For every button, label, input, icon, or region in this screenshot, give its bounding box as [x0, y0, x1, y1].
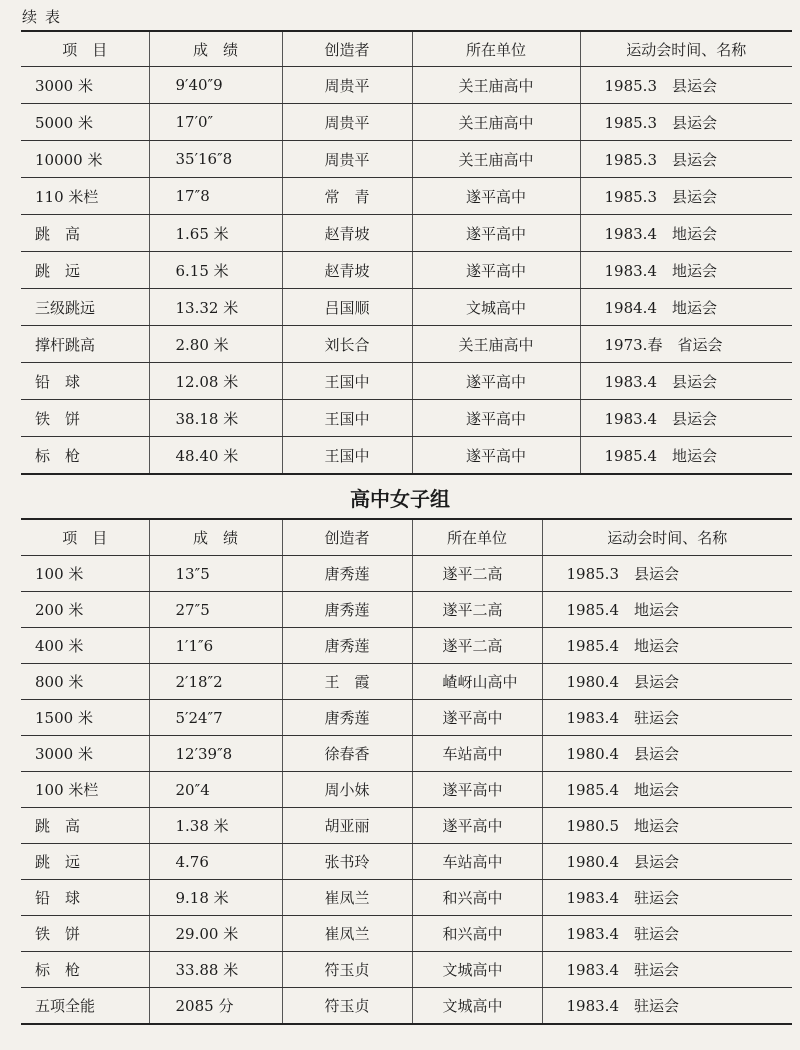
result-cell: 12′39″8 [149, 736, 282, 772]
result-cell: 13″5 [149, 556, 282, 592]
meet-cell: 1985.3 县运会 [580, 141, 792, 178]
result-cell: 29.00 米 [149, 916, 282, 952]
table-row [21, 844, 792, 880]
event-cell: 铅 球 [21, 880, 149, 916]
meet-cell: 1983.4 驻运会 [542, 880, 792, 916]
event-cell: 110 米栏 [21, 178, 149, 215]
school-cell: 和兴高中 [412, 916, 542, 952]
meet-cell: 1985.3 县运会 [580, 67, 792, 104]
meet-cell: 1985.3 县运会 [580, 104, 792, 141]
meet-cell: 1980.5 地运会 [542, 808, 792, 844]
athlete-cell: 刘长合 [282, 326, 412, 363]
column-header: 运动会时间、名称 [542, 519, 792, 556]
event-cell: 3000 米 [21, 67, 149, 104]
school-cell: 遂平高中 [412, 772, 542, 808]
event-cell: 100 米 [21, 556, 149, 592]
table-row [21, 289, 792, 326]
athlete-cell: 王国中 [282, 437, 412, 475]
result-cell: 2.80 米 [149, 326, 282, 363]
meet-cell: 1980.4 县运会 [542, 844, 792, 880]
event-cell: 三级跳远 [21, 289, 149, 326]
school-cell: 嵖岈山高中 [412, 664, 542, 700]
athlete-cell: 胡亚丽 [282, 808, 412, 844]
result-cell: 4.76 [149, 844, 282, 880]
meet-cell: 1983.4 驻运会 [542, 952, 792, 988]
athlete-cell: 赵青坡 [282, 215, 412, 252]
athlete-cell: 唐秀莲 [282, 700, 412, 736]
event-cell: 铅 球 [21, 363, 149, 400]
table-row [21, 326, 792, 363]
table-row [21, 880, 792, 916]
meet-cell: 1983.4 驻运会 [542, 700, 792, 736]
meet-cell: 1985.3 县运会 [542, 556, 792, 592]
table-row [21, 556, 792, 592]
table-row [21, 252, 792, 289]
table-row [21, 952, 792, 988]
athlete-cell: 唐秀莲 [282, 628, 412, 664]
result-cell: 33.88 米 [149, 952, 282, 988]
event-cell: 铁 饼 [21, 916, 149, 952]
table-row [21, 363, 792, 400]
result-cell: 12.08 米 [149, 363, 282, 400]
table-row [21, 664, 792, 700]
meet-cell: 1980.4 县运会 [542, 664, 792, 700]
athlete-cell: 崔凤兰 [282, 880, 412, 916]
school-cell: 遂平高中 [412, 215, 580, 252]
event-cell: 10000 米 [21, 141, 149, 178]
meet-cell: 1985.4 地运会 [542, 592, 792, 628]
table-row [21, 700, 792, 736]
school-cell: 遂平高中 [412, 363, 580, 400]
school-cell: 文城高中 [412, 988, 542, 1025]
result-cell: 48.40 米 [149, 437, 282, 475]
meet-cell: 1983.4 地运会 [580, 215, 792, 252]
table-row [21, 628, 792, 664]
athlete-cell: 崔凤兰 [282, 916, 412, 952]
continued-label: 续表 [22, 8, 69, 26]
meet-cell: 1983.4 驻运会 [542, 916, 792, 952]
athlete-cell: 符玉贞 [282, 988, 412, 1025]
table-row [21, 178, 792, 215]
event-cell: 5000 米 [21, 104, 149, 141]
result-cell: 38.18 米 [149, 400, 282, 437]
athlete-cell: 周贵平 [282, 67, 412, 104]
column-header: 项 目 [21, 31, 149, 67]
table-row [21, 592, 792, 628]
meet-cell: 1983.4 县运会 [580, 363, 792, 400]
result-cell: 6.15 米 [149, 252, 282, 289]
table-row [21, 67, 792, 104]
meet-cell: 1984.4 地运会 [580, 289, 792, 326]
table-row [21, 437, 792, 475]
athlete-cell: 王国中 [282, 363, 412, 400]
event-cell: 400 米 [21, 628, 149, 664]
school-cell: 遂平二高 [412, 556, 542, 592]
result-cell: 2085 分 [149, 988, 282, 1025]
column-header: 所在单位 [412, 519, 542, 556]
table-row [21, 400, 792, 437]
school-cell: 关王庙高中 [412, 104, 580, 141]
event-cell: 五项全能 [21, 988, 149, 1025]
event-cell: 撑杆跳高 [21, 326, 149, 363]
meet-cell: 1983.4 驻运会 [542, 988, 792, 1025]
table-header-row [21, 31, 792, 67]
meet-cell: 1985.4 地运会 [542, 772, 792, 808]
result-cell: 20″4 [149, 772, 282, 808]
result-cell: 27″5 [149, 592, 282, 628]
table-row [21, 736, 792, 772]
column-header: 运动会时间、名称 [580, 31, 792, 67]
event-cell: 铁 饼 [21, 400, 149, 437]
event-cell: 800 米 [21, 664, 149, 700]
school-cell: 文城高中 [412, 289, 580, 326]
meet-cell: 1985.3 县运会 [580, 178, 792, 215]
athlete-cell: 赵青坡 [282, 252, 412, 289]
table-row [21, 916, 792, 952]
meet-cell: 1983.4 地运会 [580, 252, 792, 289]
athlete-cell: 徐春香 [282, 736, 412, 772]
meet-cell: 1985.4 地运会 [542, 628, 792, 664]
event-cell: 1500 米 [21, 700, 149, 736]
result-cell: 1′1″6 [149, 628, 282, 664]
meet-cell: 1985.4 地运会 [580, 437, 792, 475]
result-cell: 17″8 [149, 178, 282, 215]
event-cell: 标 枪 [21, 437, 149, 475]
event-cell: 跳 高 [21, 215, 149, 252]
athlete-cell: 张书玲 [282, 844, 412, 880]
result-cell: 17′0″ [149, 104, 282, 141]
column-header: 创造者 [282, 519, 412, 556]
school-cell: 车站高中 [412, 844, 542, 880]
school-cell: 遂平高中 [412, 437, 580, 475]
athlete-cell: 符玉贞 [282, 952, 412, 988]
athlete-cell: 唐秀莲 [282, 556, 412, 592]
result-cell: 13.32 米 [149, 289, 282, 326]
event-cell: 3000 米 [21, 736, 149, 772]
girls-records-table [21, 518, 792, 1025]
column-header: 项 目 [21, 519, 149, 556]
column-header: 创造者 [282, 31, 412, 67]
event-cell: 标 枪 [21, 952, 149, 988]
school-cell: 关王庙高中 [412, 326, 580, 363]
athlete-cell: 周小妹 [282, 772, 412, 808]
result-cell: 1.38 米 [149, 808, 282, 844]
school-cell: 遂平高中 [412, 178, 580, 215]
school-cell: 关王庙高中 [412, 67, 580, 104]
school-cell: 车站高中 [412, 736, 542, 772]
athlete-cell: 周贵平 [282, 141, 412, 178]
athlete-cell: 周贵平 [282, 104, 412, 141]
school-cell: 遂平高中 [412, 700, 542, 736]
school-cell: 遂平高中 [412, 400, 580, 437]
meet-cell: 1983.4 县运会 [580, 400, 792, 437]
event-cell: 跳 远 [21, 844, 149, 880]
school-cell: 文城高中 [412, 952, 542, 988]
section-title: 高中女子组 [350, 487, 450, 511]
school-cell: 遂平二高 [412, 592, 542, 628]
column-header: 成 绩 [149, 31, 282, 67]
table-row [21, 215, 792, 252]
column-header: 成 绩 [149, 519, 282, 556]
event-cell: 200 米 [21, 592, 149, 628]
result-cell: 9.18 米 [149, 880, 282, 916]
athlete-cell: 常 青 [282, 178, 412, 215]
meet-cell: 1980.4 县运会 [542, 736, 792, 772]
table-header-row [21, 519, 792, 556]
result-cell: 2′18″2 [149, 664, 282, 700]
result-cell: 1.65 米 [149, 215, 282, 252]
school-cell: 关王庙高中 [412, 141, 580, 178]
school-cell: 和兴高中 [412, 880, 542, 916]
school-cell: 遂平高中 [412, 252, 580, 289]
school-cell: 遂平高中 [412, 808, 542, 844]
athlete-cell: 王国中 [282, 400, 412, 437]
table-row [21, 772, 792, 808]
event-cell: 100 米栏 [21, 772, 149, 808]
result-cell: 9′40″9 [149, 67, 282, 104]
boys-records-table [21, 30, 792, 475]
table-row [21, 988, 792, 1025]
athlete-cell: 吕国顺 [282, 289, 412, 326]
event-cell: 跳 高 [21, 808, 149, 844]
column-header: 所在单位 [412, 31, 580, 67]
result-cell: 35′16″8 [149, 141, 282, 178]
event-cell: 跳 远 [21, 252, 149, 289]
table-row [21, 141, 792, 178]
athlete-cell: 王 霞 [282, 664, 412, 700]
meet-cell: 1973.春 省运会 [580, 326, 792, 363]
school-cell: 遂平二高 [412, 628, 542, 664]
result-cell: 5′24″7 [149, 700, 282, 736]
table-row [21, 104, 792, 141]
athlete-cell: 唐秀莲 [282, 592, 412, 628]
table-row [21, 808, 792, 844]
